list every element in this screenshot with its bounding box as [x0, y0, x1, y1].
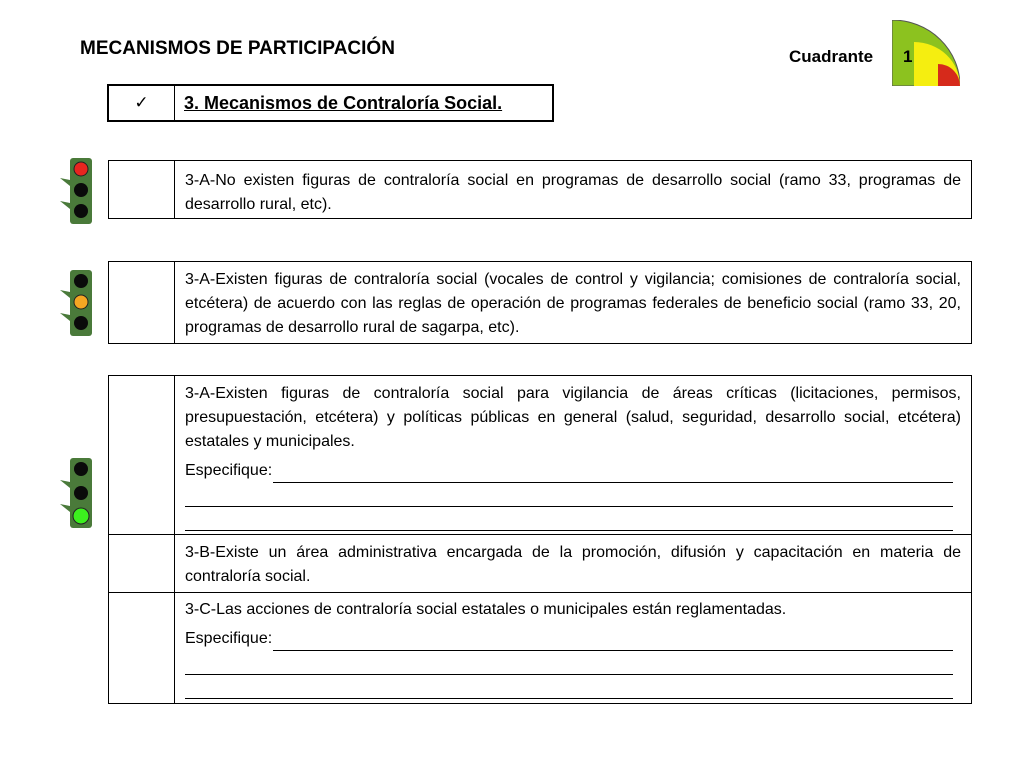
quadrant-label: Cuadrante — [789, 47, 874, 66]
specify-input-line[interactable] — [185, 507, 953, 531]
specify-label: Especifique: — [185, 462, 273, 479]
table-row — [109, 592, 971, 703]
option-table-3 — [108, 375, 972, 704]
option-3b: 3-B-Existe un área administrativa encargada de la promoción, difusión y capacitación en materia de contraloría social. — [185, 544, 961, 585]
option-text — [175, 593, 971, 703]
table-row — [109, 262, 971, 343]
table-row — [109, 534, 971, 592]
traffic-light-green-icon — [60, 458, 94, 528]
page-title: MECANISMOS DE PARTICIPACIÓN — [80, 38, 395, 59]
specify-input-line[interactable] — [185, 675, 953, 699]
specify-input-line[interactable] — [185, 651, 953, 675]
option-3a-no: 3-A-No existen figuras de contraloría social en programas de desarrollo social (ramo 33, programas de desarrollo rural, etc). — [185, 172, 961, 213]
table-row — [109, 376, 971, 534]
traffic-light-red-icon — [60, 158, 94, 224]
specify-input-line[interactable] — [273, 464, 953, 483]
option-text — [175, 161, 971, 218]
option-text — [175, 376, 971, 534]
checkbox-cell[interactable] — [109, 161, 175, 218]
option-3a-federal: 3-A-Existen figuras de contraloría social (vocales de control y vigilancia; comisiones de contraloría social, etcétera) de acuerdo con las reglas de operación de programas federales de beneficio social (ramo 33, 20, programas de desarrollo rural de sagarpa, etc). — [185, 271, 961, 336]
traffic-light-yellow-icon — [60, 270, 94, 336]
option-table-2 — [108, 261, 972, 344]
specify-label: Especifique: — [185, 630, 273, 647]
check-icon: ✓ — [109, 86, 175, 120]
option-text — [175, 262, 971, 343]
option-text — [175, 535, 971, 592]
specify-input-line[interactable] — [273, 632, 953, 651]
section-header-table — [107, 84, 554, 122]
quadrant-number: 1 — [903, 47, 913, 66]
checkbox-cell[interactable] — [109, 376, 175, 534]
table-row — [109, 161, 971, 218]
option-3c: 3-C-Las acciones de contraloría social estatales o municipales están reglamentadas. — [185, 601, 787, 618]
option-3a-critical-areas: 3-A-Existen figuras de contraloría social para vigilancia de áreas críticas (licitaciones, permisos, presupuestación, etcétera) y políticas públicas en general (salud, seguridad, desarrollo social, etcétera) estatales y municipales. — [185, 385, 961, 450]
checkbox-cell[interactable] — [109, 262, 175, 343]
option-table-1 — [108, 160, 972, 219]
checkbox-cell[interactable] — [109, 535, 175, 592]
specify-input-line[interactable] — [185, 483, 953, 507]
checkbox-cell[interactable] — [109, 593, 175, 703]
section-title: 3. Mecanismos de Contraloría Social. — [184, 92, 503, 113]
